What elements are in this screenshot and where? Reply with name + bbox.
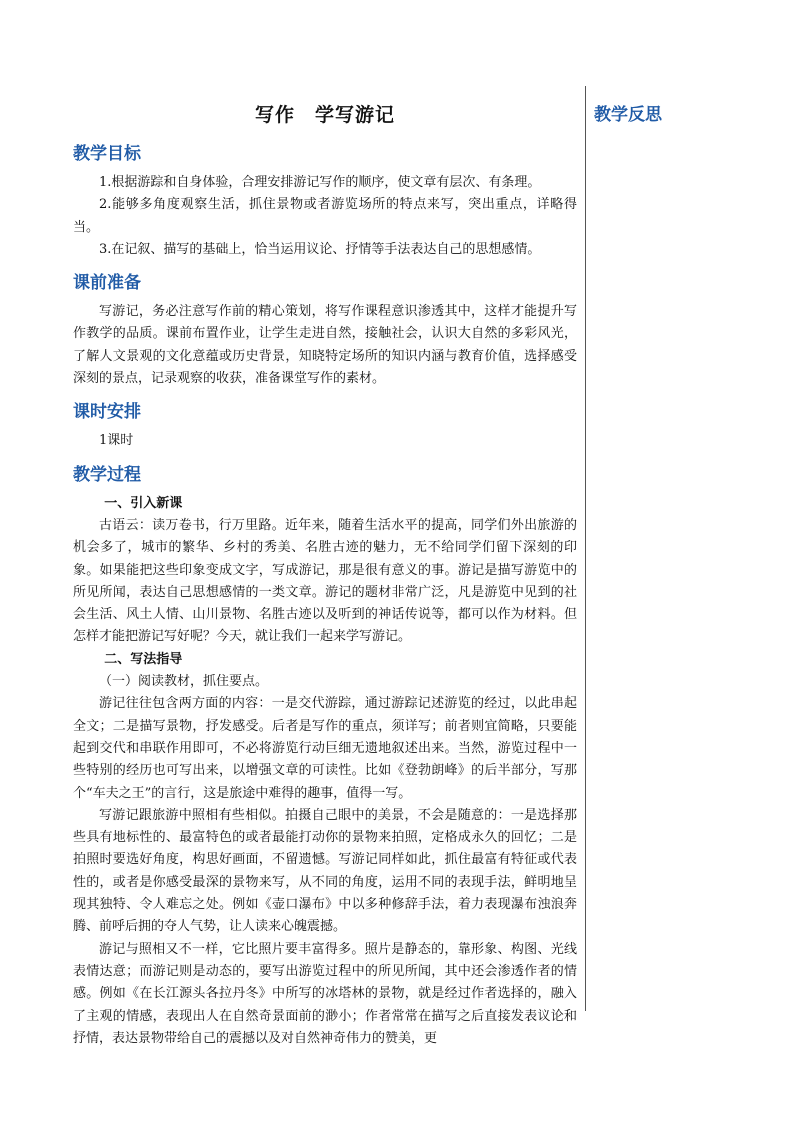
goal-item: 2.能够多角度观察生活，抓住景物或者游览场所的特点来写，突出重点，详略得当。 xyxy=(73,197,577,235)
process-paragraph: 古语云：读万卷书，行万里路。近年来，随着生活水平的提高，同学们外出旅游的机会多了，城市的繁华、乡村的秀美、名胜古迹的魅力，无不给同学们留下深刻的印象。如果能把这些印象变成文字，写成游记，那是很有意义的事。游记是描写游览中的所见所闻，表达自己思想感情的一类文章。游记的题材非常广泛，凡是游览中见到的社会生活、风土人情、山川景物、名胜古迹以及听到的神话传说等，都可以作为材料。但怎样才能把游记写好呢？今天，就让我们一起来学写游记。 xyxy=(73,517,577,645)
section-heading-goals: 教学目标 xyxy=(73,144,141,164)
side-column xyxy=(594,98,774,132)
process-paragraph: 游记与照相又不一样，它比照片要丰富得多。照片是静态的，靠形象、构图、光线表情达意；而游记则是动态的，要写出游览过程中的所见所闻，其中还会渗透作者的情感。例如《在长江源头各拉丹冬》中所写的冰塔林的景物，就是经过作者选择的，融入了主观的情感，表现出人在自然奇景面前的渺小；作者常常在描写之后直接发表议论和抒情，表达景物带给自己的震撼以及对自然神奇伟力的赞美，更 xyxy=(73,941,577,1046)
reflection-heading: 教学反思 xyxy=(594,105,662,125)
column-divider xyxy=(585,86,586,1011)
section-heading-schedule: 课时安排 xyxy=(73,402,141,423)
subheading-reading: （一）阅读教材，抓住要点。 xyxy=(99,674,269,690)
process-paragraph: 游记往往包含两方面的内容：一是交代游踪，通过游踪记述游览的经过，以此串起全文；二是描写景物，抒发感受。后者是写作的重点，须详写；前者则宜简略，只要能起到交代和串联作用即可，不必将游览行动巨细无遗地叙述出来。当然，游览过程中一些特别的经历也可写出来，以增强文章的可读性。比如《登勃朗峰》的后半部分，写那个“车夫之王”的言行，这是旅途中难得的趣事，值得一写。 xyxy=(73,696,577,801)
section-heading-prep: 课前准备 xyxy=(73,273,141,294)
document-title: 写作 学写游记 xyxy=(254,104,395,126)
prep-paragraph: 写游记，务必注意写作前的精心策划，将写作课程意识渗透其中，这样才能提升写作教学的品质。课前布置作业，让学生走进自然，接触社会，认识大自然的多彩风光，了解人文景观的文化意蕴或历史背景，知晓特定场所的知识内涵与教育价值，选择感受深刻的景点，记录观察的收获，准备课堂写作的素材。 xyxy=(73,304,577,387)
schedule-text: 1课时 xyxy=(99,433,134,449)
process-paragraph: 写游记跟旅游中照相有些相似。拍摄自己眼中的美景，不会是随意的：一是选择那些具有地标性的、最富特色的或者最能打动你的景物来拍照，定格成永久的回忆；二是拍照时要选好角度，构思好画面，不留遗憾。写游记同样如此，抓住最富有特征或代表性的，或者是你感受最深的景物来写，从不同的角度，运用不同的表现手法，鲜明地呈现其独特、令人难忘之处。例如《壶口瀑布》中以多种修辞手法，着力表现瀑布浊浪奔腾、前呼后拥的夺人气势，让人读来心魄震撼。 xyxy=(73,807,577,935)
goal-item: 1.根据游踪和自身体验，合理安排游记写作的顺序，使文章有层次、有条理。 xyxy=(99,175,541,190)
goal-item: 3.在记叙、描写的基础上，恰当运用议论、抒情等手法表达自己的思想感情。 xyxy=(99,241,541,257)
subheading-intro: 一、引入新课 xyxy=(104,495,183,511)
section-heading-process: 教学过程 xyxy=(73,464,141,485)
subheading-guidance: 二、写法指导 xyxy=(104,651,183,667)
main-column xyxy=(73,98,577,1050)
